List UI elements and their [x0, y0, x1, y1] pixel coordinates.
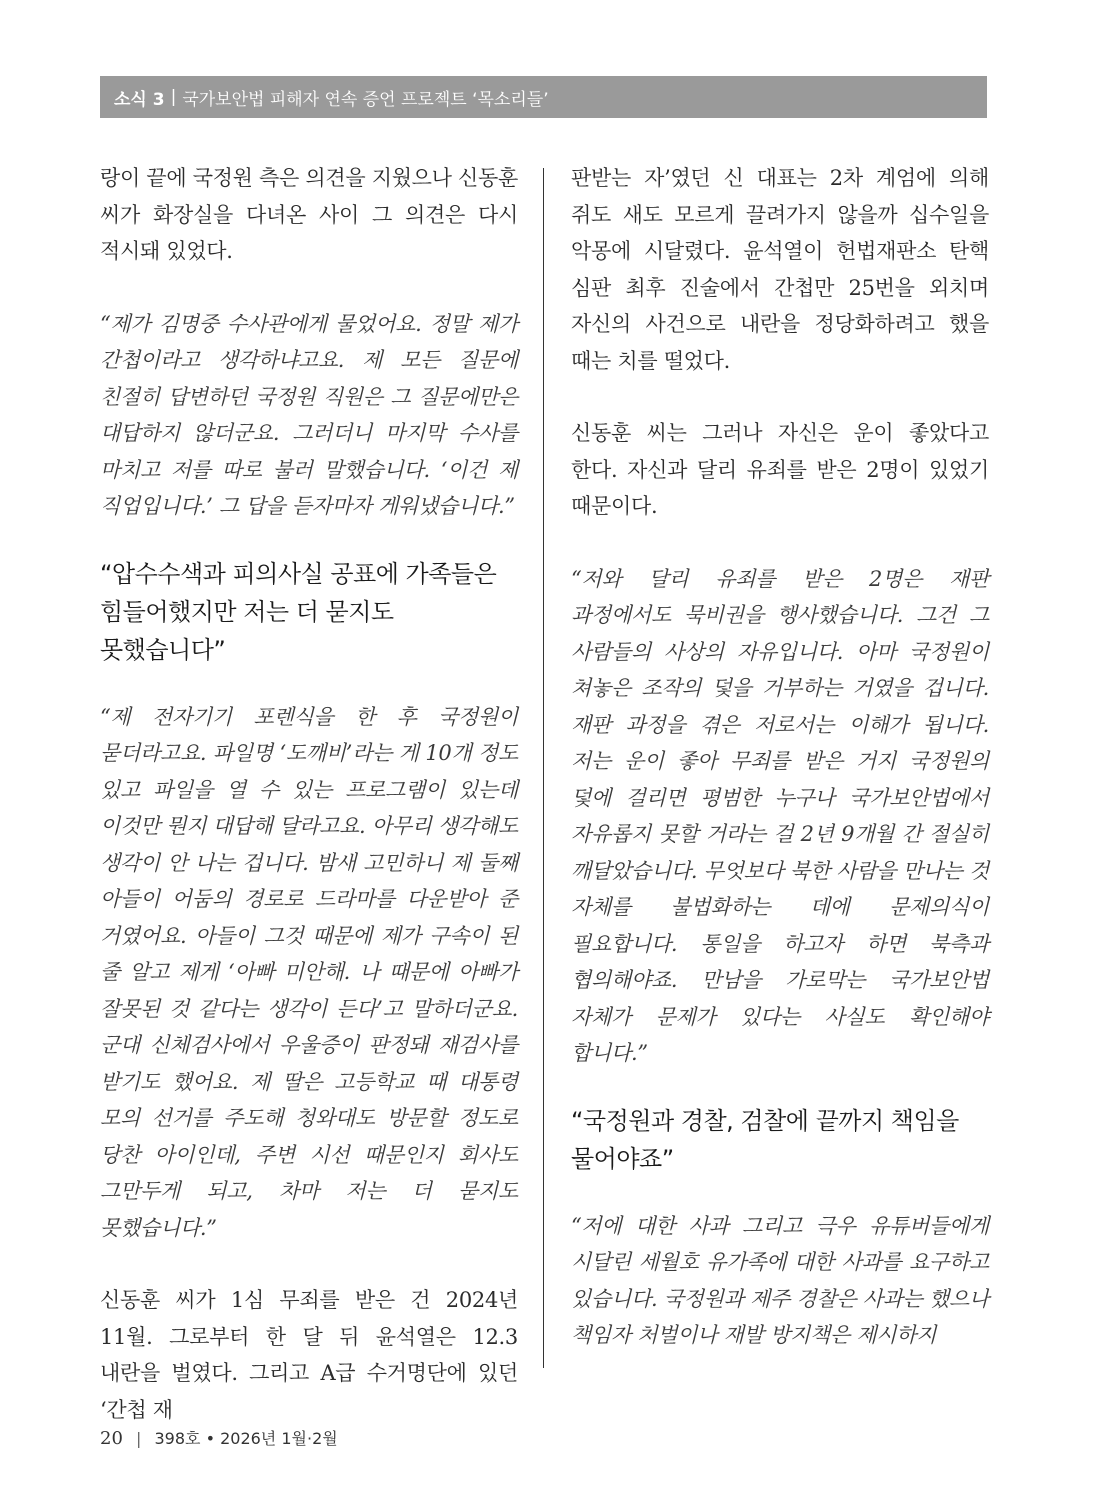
header-separator: | — [170, 87, 177, 107]
quote-paragraph: “저에 대한 사과 그리고 극우 유튜버들에게 시달린 세월호 유가족에 대한 사과를 요구하고 있습니다. 국정원과 제주 경찰은 사과는 했으나 책임자 처벌이나 재발 방지책은 제시하지 — [571, 1213, 989, 1347]
column-divider — [543, 168, 544, 1368]
section-header-bar — [100, 76, 987, 118]
section-title: 국가보안법 피해자 연속 증언 프로젝트 ‘목소리들’ — [182, 89, 549, 110]
right-column — [571, 160, 989, 1354]
paragraph: 신동훈 씨가 1심 무죄를 받은 건 2024년 11월. 그로부터 한 달 뒤 윤석열은 12.3 내란을 벌였다. 그리고 A급 수거명단에 있던 ‘간첩 재 — [100, 1288, 518, 1422]
quote-paragraph: “제가 김명중 수사관에게 물었어요. 정말 제가 간첩이라고 생각하냐고요. 제 모든 질문에 친절히 답변하던 국정원 직원은 그 질문에만은 대답하지 않더군요. 그러더니 마지막 수사를 마치고 저를 따로 불러 말했습니다. ‘이건 제 직업입니다.’ 그 답을 듣자마자 게워냈습니다.” — [100, 311, 518, 518]
subheading: “압수수색과 피의사실 공표에 가족들은 힘들어했지만 저는 더 묻지도 못했습니다” — [100, 559, 497, 664]
quote-paragraph: “제 전자기기 포렌식을 한 후 국정원이 묻더라고요. 파일명 ‘도깨비’라는 게 10개 정도 있고 파일을 열 수 있는 프로그램이 있는데 이것만 뭔지 대답해 달라고요. 아무리 생각해도 생각이 안 나는 겁니다. 밤새 고민하니 제 둘째 아들이 어둠의 경로로 드라마를 다운받아 준 거였어요. 아들이 그것 때문에 제가 구속이 된 줄 알고 제게 ‘아빠 미안해. 나 때문에 아빠가 잘못된 것 같다는 생각이 든다’고 말하더군요. 군대 신체검사에서 우울증이 판정돼 재검사를 받기도 했어요. 제 딸은 고등학교 때 대통령 모의 선거를 주도해 청와대도 방문할 정도로 당찬 아이인데, 주변 시선 때문인지 회사도 그만두게 되고, 차마 저는 더 묻지도 못했습니다.” — [100, 704, 518, 1240]
left-column — [100, 160, 518, 1428]
section-label: 소식 3 — [114, 89, 165, 110]
page-number: 20 — [100, 1428, 123, 1449]
issue-info: 398호 • 2026년 1월·2월 — [154, 1429, 338, 1448]
paragraph: 판받는 자’였던 신 대표는 2차 계엄에 의해 쥐도 새도 모르게 끌려가지 않을까 십수일을 악몽에 시달렸다. 윤석열이 헌법재판소 탄핵 심판 최후 진술에서 간첩만 25번을 외치며 자신의 사건으로 내란을 정당화하려고 했을 때는 치를 떨었다. — [571, 166, 989, 373]
paragraph: 신동훈 씨는 그러나 자신은 운이 좋았다고 한다. 자신과 달리 유죄를 받은 2명이 있었기 때문이다. — [571, 421, 989, 518]
page-footer — [100, 1426, 338, 1449]
quote-paragraph: “저와 달리 유죄를 받은 2명은 재판 과정에서도 묵비권을 행사했습니다. 그건 그 사람들의 사상의 자유입니다. 아마 국정원이 쳐놓은 조작의 덫을 거부하는 거였을 겁니다. 재판 과정을 겪은 저로서는 이해가 됩니다. 저는 운이 좋아 무죄를 받은 거지 국정원의 덫에 걸리면 평범한 누구나 국가보안법에서 자유롭지 못할 거라는 걸 2년 9개월 간 절실히 깨달았습니다. 무엇보다 북한 사람을 만나는 것 자체를 불법화하는 데에 문제의식이 필요합니다. 통일을 하고자 하면 북측과 협의해야죠. 만남을 가로막는 국가보안법 자체가 문제가 있다는 사실도 확인해야 합니다.” — [571, 566, 989, 1065]
footer-separator: | — [136, 1429, 142, 1448]
subheading: “국정원과 경찰, 검찰에 끝까지 책임을 물어야죠” — [571, 1106, 959, 1173]
paragraph: 랑이 끝에 국정원 측은 의견을 지웠으나 신동훈 씨가 화장실을 다녀온 사이 그 의견은 다시 적시돼 있었다. — [100, 166, 518, 263]
